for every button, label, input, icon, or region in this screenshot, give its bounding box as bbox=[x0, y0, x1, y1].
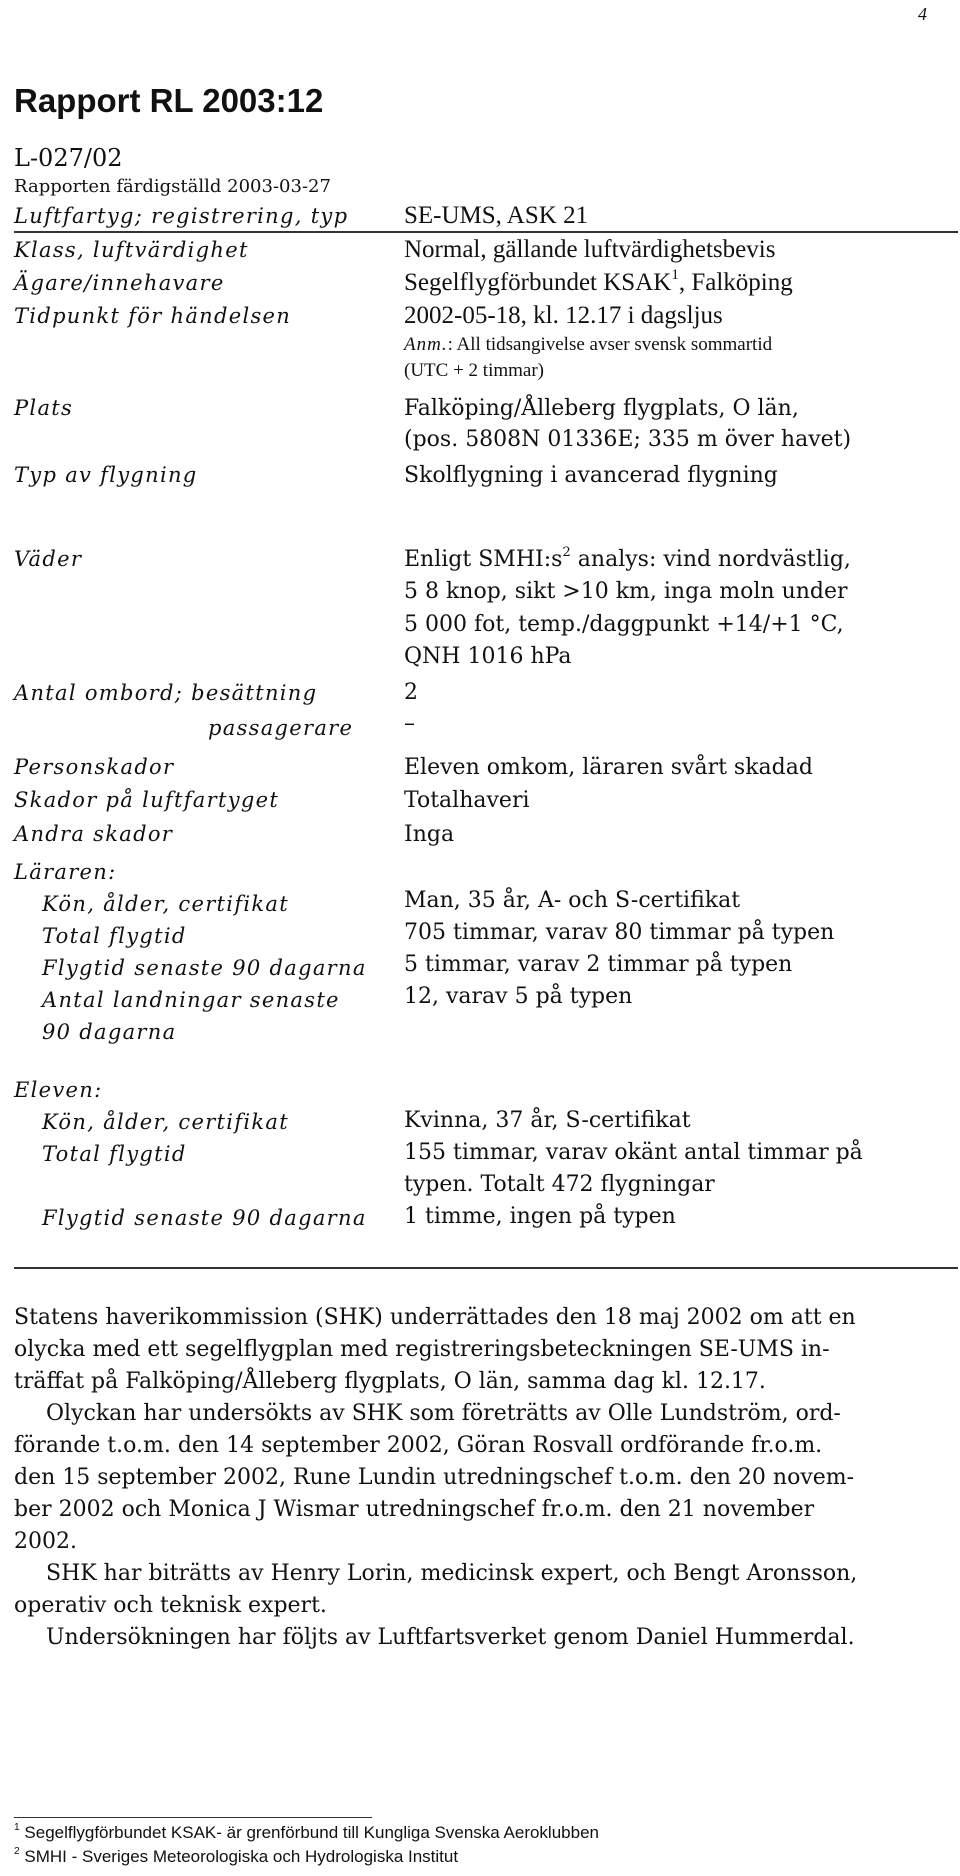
report-id: L-027/02 bbox=[14, 144, 123, 172]
footnote-2 bbox=[14, 1847, 458, 1867]
instructor-landings-label: Antal landningar senaste bbox=[42, 988, 340, 1012]
time-note-utc: (UTC + 2 timmar) bbox=[404, 360, 544, 381]
paragraph-2-line-4: ber 2002 och Monica J Wismar utredningschef fr.o.m. den 21 november bbox=[14, 1497, 815, 1522]
footnote-1 bbox=[14, 1823, 599, 1843]
instructor-recent-label: Flygtid senaste 90 dagarna bbox=[42, 956, 367, 980]
paragraph-2-line-1: Olyckan har undersökts av SHK som företrätts av Olle Lundström, ord- bbox=[46, 1401, 841, 1426]
owner-value bbox=[404, 269, 793, 297]
weather-line-1 bbox=[404, 547, 851, 572]
flight-type-label: Typ av flygning bbox=[14, 463, 198, 487]
top-divider bbox=[14, 231, 958, 233]
student-recent-value: 1 timme, ingen på typen bbox=[404, 1204, 676, 1229]
aircraft-label: Luftfartyg; registrering, typ bbox=[14, 204, 349, 228]
paragraph-1-line-2: olycka med ett segelflygplan med registreringsbeteckningen SE-UMS in- bbox=[14, 1337, 830, 1362]
onboard-label: Antal ombord; besättning bbox=[14, 681, 318, 705]
time-note-prefix: Anm. bbox=[404, 334, 448, 355]
student-sex-value: Kvinna, 37 år, S-certifikat bbox=[404, 1108, 691, 1133]
place-label: Plats bbox=[14, 396, 74, 420]
weather-line-3: 5 000 fot, temp./daggpunkt +14/+1 °C, bbox=[404, 612, 844, 637]
owner-value-location: , Falköping bbox=[678, 269, 793, 296]
footnote-divider bbox=[14, 1817, 372, 1818]
student-heading: Eleven: bbox=[14, 1078, 103, 1102]
instructor-total-value: 705 timmar, varav 80 timmar på typen bbox=[404, 920, 835, 945]
student-sex-label: Kön, ålder, certifikat bbox=[42, 1110, 289, 1134]
footnote-2-text: SMHI - Sveriges Meteorologiska och Hydrologiska Institut bbox=[19, 1847, 459, 1866]
paragraph-2-line-3: den 15 september 2002, Rune Lundin utredningschef t.o.m. den 20 novem- bbox=[14, 1465, 855, 1490]
page-number: 4 bbox=[918, 4, 927, 24]
paragraph-2-line-2: förande t.o.m. den 14 september 2002, Göran Rosvall ordförande fr.o.m. bbox=[14, 1433, 823, 1458]
passenger-label: passagerare bbox=[208, 716, 354, 740]
owner-value-text: Segelflygförbundet KSAK bbox=[404, 269, 672, 296]
other-damage-label: Andra skador bbox=[14, 822, 174, 846]
time-note bbox=[404, 334, 772, 356]
time-value: 2002-05-18, kl. 12.17 i dagsljus bbox=[404, 302, 723, 329]
aircraft-value: SE-UMS, ASK 21 bbox=[404, 202, 589, 229]
paragraph-2-line-5: 2002. bbox=[14, 1529, 77, 1554]
footnote-1-mark: 1 bbox=[14, 1822, 20, 1834]
owner-label: Ägare/innehavare bbox=[14, 271, 225, 295]
weather-line-4: QNH 1016 hPa bbox=[404, 644, 572, 669]
report-title: Rapport RL 2003:12 bbox=[14, 82, 324, 119]
paragraph-4-line-1: Undersökningen har följts av Luftfartsverket genom Daniel Hummerdal. bbox=[46, 1625, 855, 1650]
instructor-heading: Läraren: bbox=[14, 860, 117, 884]
footnote-ref-1: 1 bbox=[671, 267, 679, 284]
paragraph-3-line-1: SHK har biträtts av Henry Lorin, medicinsk expert, och Bengt Aronsson, bbox=[46, 1561, 858, 1586]
damage-label: Skador på luftfartyget bbox=[14, 788, 280, 812]
report-completed-date: Rapporten färdigställd 2003-03-27 bbox=[14, 176, 331, 197]
passenger-value: – bbox=[404, 711, 415, 736]
flight-type-value: Skolflygning i avancerad flygning bbox=[404, 463, 778, 488]
instructor-recent-value: 5 timmar, varav 2 timmar på typen bbox=[404, 952, 793, 977]
class-label: Klass, luftvärdighet bbox=[14, 238, 249, 262]
student-total-label: Total flygtid bbox=[42, 1142, 187, 1166]
paragraph-3-line-2: operativ och teknisk expert. bbox=[14, 1593, 327, 1618]
time-note-text: : All tidsangivelse avser svensk sommartid bbox=[447, 334, 773, 355]
student-total-value-cont: typen. Totalt 472 flygningar bbox=[404, 1172, 715, 1197]
paragraph-1-line-1: Statens haverikommission (SHK) underrättades den 18 maj 2002 om att en bbox=[14, 1305, 856, 1330]
place-value: Falköping/Ålleberg flygplats, O län, bbox=[404, 396, 799, 421]
damage-value: Totalhaveri bbox=[404, 788, 530, 813]
instructor-landings-value: 12, varav 5 på typen bbox=[404, 984, 633, 1009]
instructor-sex-label: Kön, ålder, certifikat bbox=[42, 892, 289, 916]
injuries-label: Personskador bbox=[14, 755, 175, 779]
instructor-total-label: Total flygtid bbox=[42, 924, 187, 948]
paragraph-1-line-3: träffat på Falköping/Ålleberg flygplats, O län, samma dag kl. 12.17. bbox=[14, 1369, 766, 1394]
weather-source: Enligt SMHI:s bbox=[404, 547, 563, 572]
instructor-landings-label-cont: 90 dagarna bbox=[42, 1020, 177, 1044]
table-bottom-divider bbox=[14, 1267, 958, 1269]
footnote-ref-2: 2 bbox=[562, 545, 571, 561]
instructor-sex-value: Man, 35 år, A- och S-certifikat bbox=[404, 888, 741, 913]
student-total-value: 155 timmar, varav okänt antal timmar på bbox=[404, 1140, 863, 1165]
injuries-value: Eleven omkom, läraren svårt skadad bbox=[404, 755, 813, 780]
student-recent-label: Flygtid senaste 90 dagarna bbox=[42, 1206, 367, 1230]
other-damage-value: Inga bbox=[404, 822, 455, 847]
footnote-2-mark: 2 bbox=[14, 1846, 20, 1858]
class-value: Normal, gällande luftvärdighetsbevis bbox=[404, 236, 776, 263]
time-label: Tidpunkt för händelsen bbox=[14, 304, 292, 328]
footnote-1-text: Segelflygförbundet KSAK- är grenförbund till Kungliga Svenska Aeroklubben bbox=[19, 1823, 599, 1842]
place-position: (pos. 5808N 01336E; 335 m över havet) bbox=[404, 427, 852, 452]
weather-label: Väder bbox=[14, 547, 83, 571]
crew-value: 2 bbox=[404, 680, 418, 705]
weather-line-2: 5 8 knop, sikt >10 km, inga moln under bbox=[404, 579, 848, 604]
weather-wind: analys: vind nordvästlig, bbox=[570, 547, 851, 572]
